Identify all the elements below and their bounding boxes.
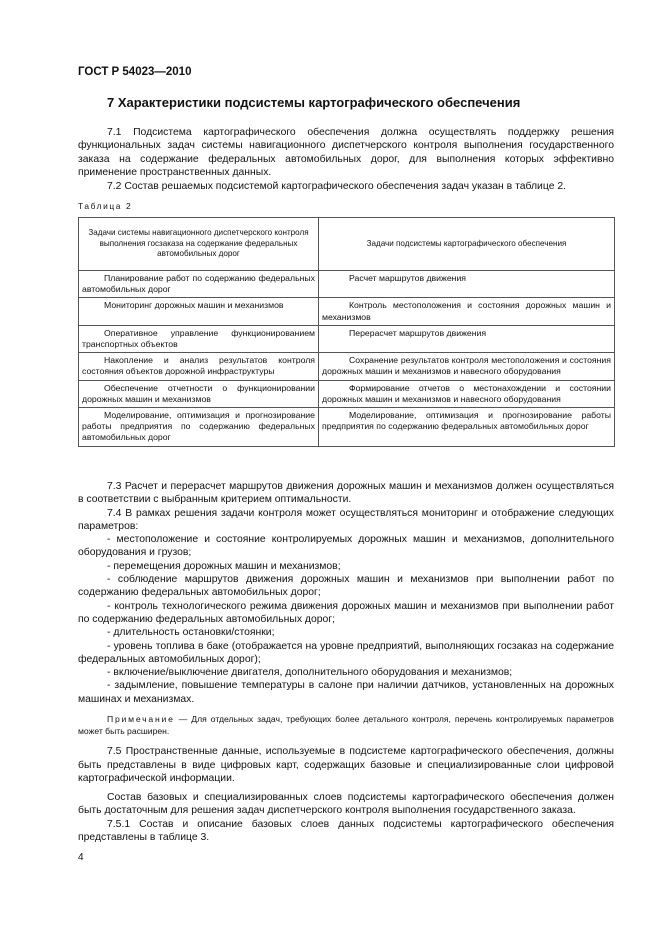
list-item: - перемещения дорожных машин и механизмов; — [107, 560, 341, 572]
list-item: - соблюдение маршрутов движения дорожных машин и механизмов при выполнении работ по содержанию федеральных автомобильных дорог; — [78, 574, 614, 599]
note-text: — Для отдельных задач, требующих более детального контроля, перечень контролируемых параметров может быть расширен. — [78, 714, 614, 736]
section-title: 7 Характеристики подсистемы картографического обеспечения — [107, 95, 521, 110]
table-row — [79, 408, 615, 447]
body-after-table — [78, 480, 614, 844]
table-row — [79, 325, 615, 352]
table-cell: Сохранение результатов контроля местоположения и состояния дорожных машин и механизмов и навесного оборудования — [319, 353, 615, 380]
paragraph-7-2: 7.2 Состав решаемых подсистемой картографического обеспечения задач указан в таблице 2. — [107, 181, 567, 192]
table-cell: Моделирование, оптимизация и прогнозирование работы предприятия по содержанию федеральных автомобильных дорог — [79, 408, 319, 447]
table-cell: Планирование работ по содержанию федеральных автомобильных дорог — [79, 271, 319, 298]
table-header-row — [79, 218, 615, 271]
table-row — [79, 298, 615, 325]
table-row — [79, 271, 615, 298]
table-cell: Обеспечение отчетности о функционировании дорожных машин и механизмов — [79, 380, 319, 407]
table-cell: Контроль местоположения и состояния дорожных машин и механизмов — [319, 298, 615, 325]
table-cell: Мониторинг дорожных машин и механизмов — [79, 298, 319, 325]
table-label: Таблица 2 — [78, 201, 133, 211]
page-number: 4 — [78, 852, 84, 863]
paragraph-layers: Состав базовых и специализированных слоев подсистемы картографического обеспечения должен быть достаточным для решения задач диспетчерского контроля выполнения государственного заказа. — [78, 792, 614, 817]
paragraph-7-3: 7.3 Расчет и перерасчет маршрутов движения дорожных машин и механизмов должен осуществляться в соответствии с выбранным критерием оптимальности. — [78, 481, 614, 506]
document-code: ГОСТ Р 54023—2010 — [78, 66, 192, 78]
parameters-list — [78, 533, 614, 706]
table-cell: Формирование отчетов о местонахождении и состоянии дорожных машин и механизмов и навесного оборудования — [319, 380, 615, 407]
list-item: - контроль технологического режима движения дорожных машин и механизмов при выполнении работ по содержанию федеральных автомобильных дорог; — [78, 600, 614, 625]
table-row — [79, 353, 615, 380]
table-cell: Перерасчет маршрутов движения — [319, 325, 615, 352]
note-label: Примечание — [107, 714, 175, 725]
note — [78, 714, 614, 737]
table-row — [79, 380, 615, 407]
table-cell: Оперативное управление функционированием транспортных объектов — [79, 325, 319, 352]
paragraph-7-1: 7.1 Подсистема картографического обеспечения должна осуществлять поддержку решения функциональных задач системы навигационного диспетчерского контроля выполнения государственного заказа на содержание федеральных автомобильных дорог, для выполнения которых эффективно применение пространственных данных. — [78, 127, 614, 178]
table-cell: Расчет маршрутов движения — [319, 271, 615, 298]
list-item: - местоположение и состояние контролируемых дорожных машин и механизмов, дополнительного оборудования и грузов; — [78, 534, 614, 559]
list-item: - задымление, повышение температуры в салоне при наличии датчиков, установленных на дорожных машинах и механизмах. — [78, 680, 614, 705]
paragraph-7-4: 7.4 В рамках решения задачи контроля может осуществляться мониторинг и отображение следующих параметров: — [78, 507, 614, 532]
table-header-cell: Задачи подсистемы картографического обеспечения — [319, 218, 615, 271]
table-cell: Моделирование, оптимизация и прогнозирование работы предприятия по содержанию федеральных автомобильных дорог — [319, 408, 615, 447]
table-2 — [78, 217, 615, 447]
paragraph-7-5: 7.5 Пространственные данные, используемые в подсистеме картографического обеспечения, должны быть представлены в виде цифровых карт, содержащих базовые и специализированные слои цифровой картографической информации. — [78, 746, 614, 784]
table-cell: Накопление и анализ результатов контроля состояния объектов дорожной инфраструктуры — [79, 353, 319, 380]
list-item: - уровень топлива в баке (отображается на уровне предприятий, выполняющих госзаказ на содержание федеральных автомобильных дорог); — [78, 640, 614, 665]
table-header-cell: Задачи системы навигационного диспетчерского контроля выполнения госзаказа на содержание федеральных автомобильных дорог — [79, 218, 319, 271]
list-item: - включение/выключение двигателя, дополнительного оборудования и механизмов; — [107, 667, 513, 679]
paragraph-7-5-1: 7.5.1 Состав и описание базовых слоев данных подсистемы картографического обеспечения представлены в таблице 3. — [78, 818, 614, 844]
list-item: - длительность остановки/стоянки; — [107, 627, 275, 639]
